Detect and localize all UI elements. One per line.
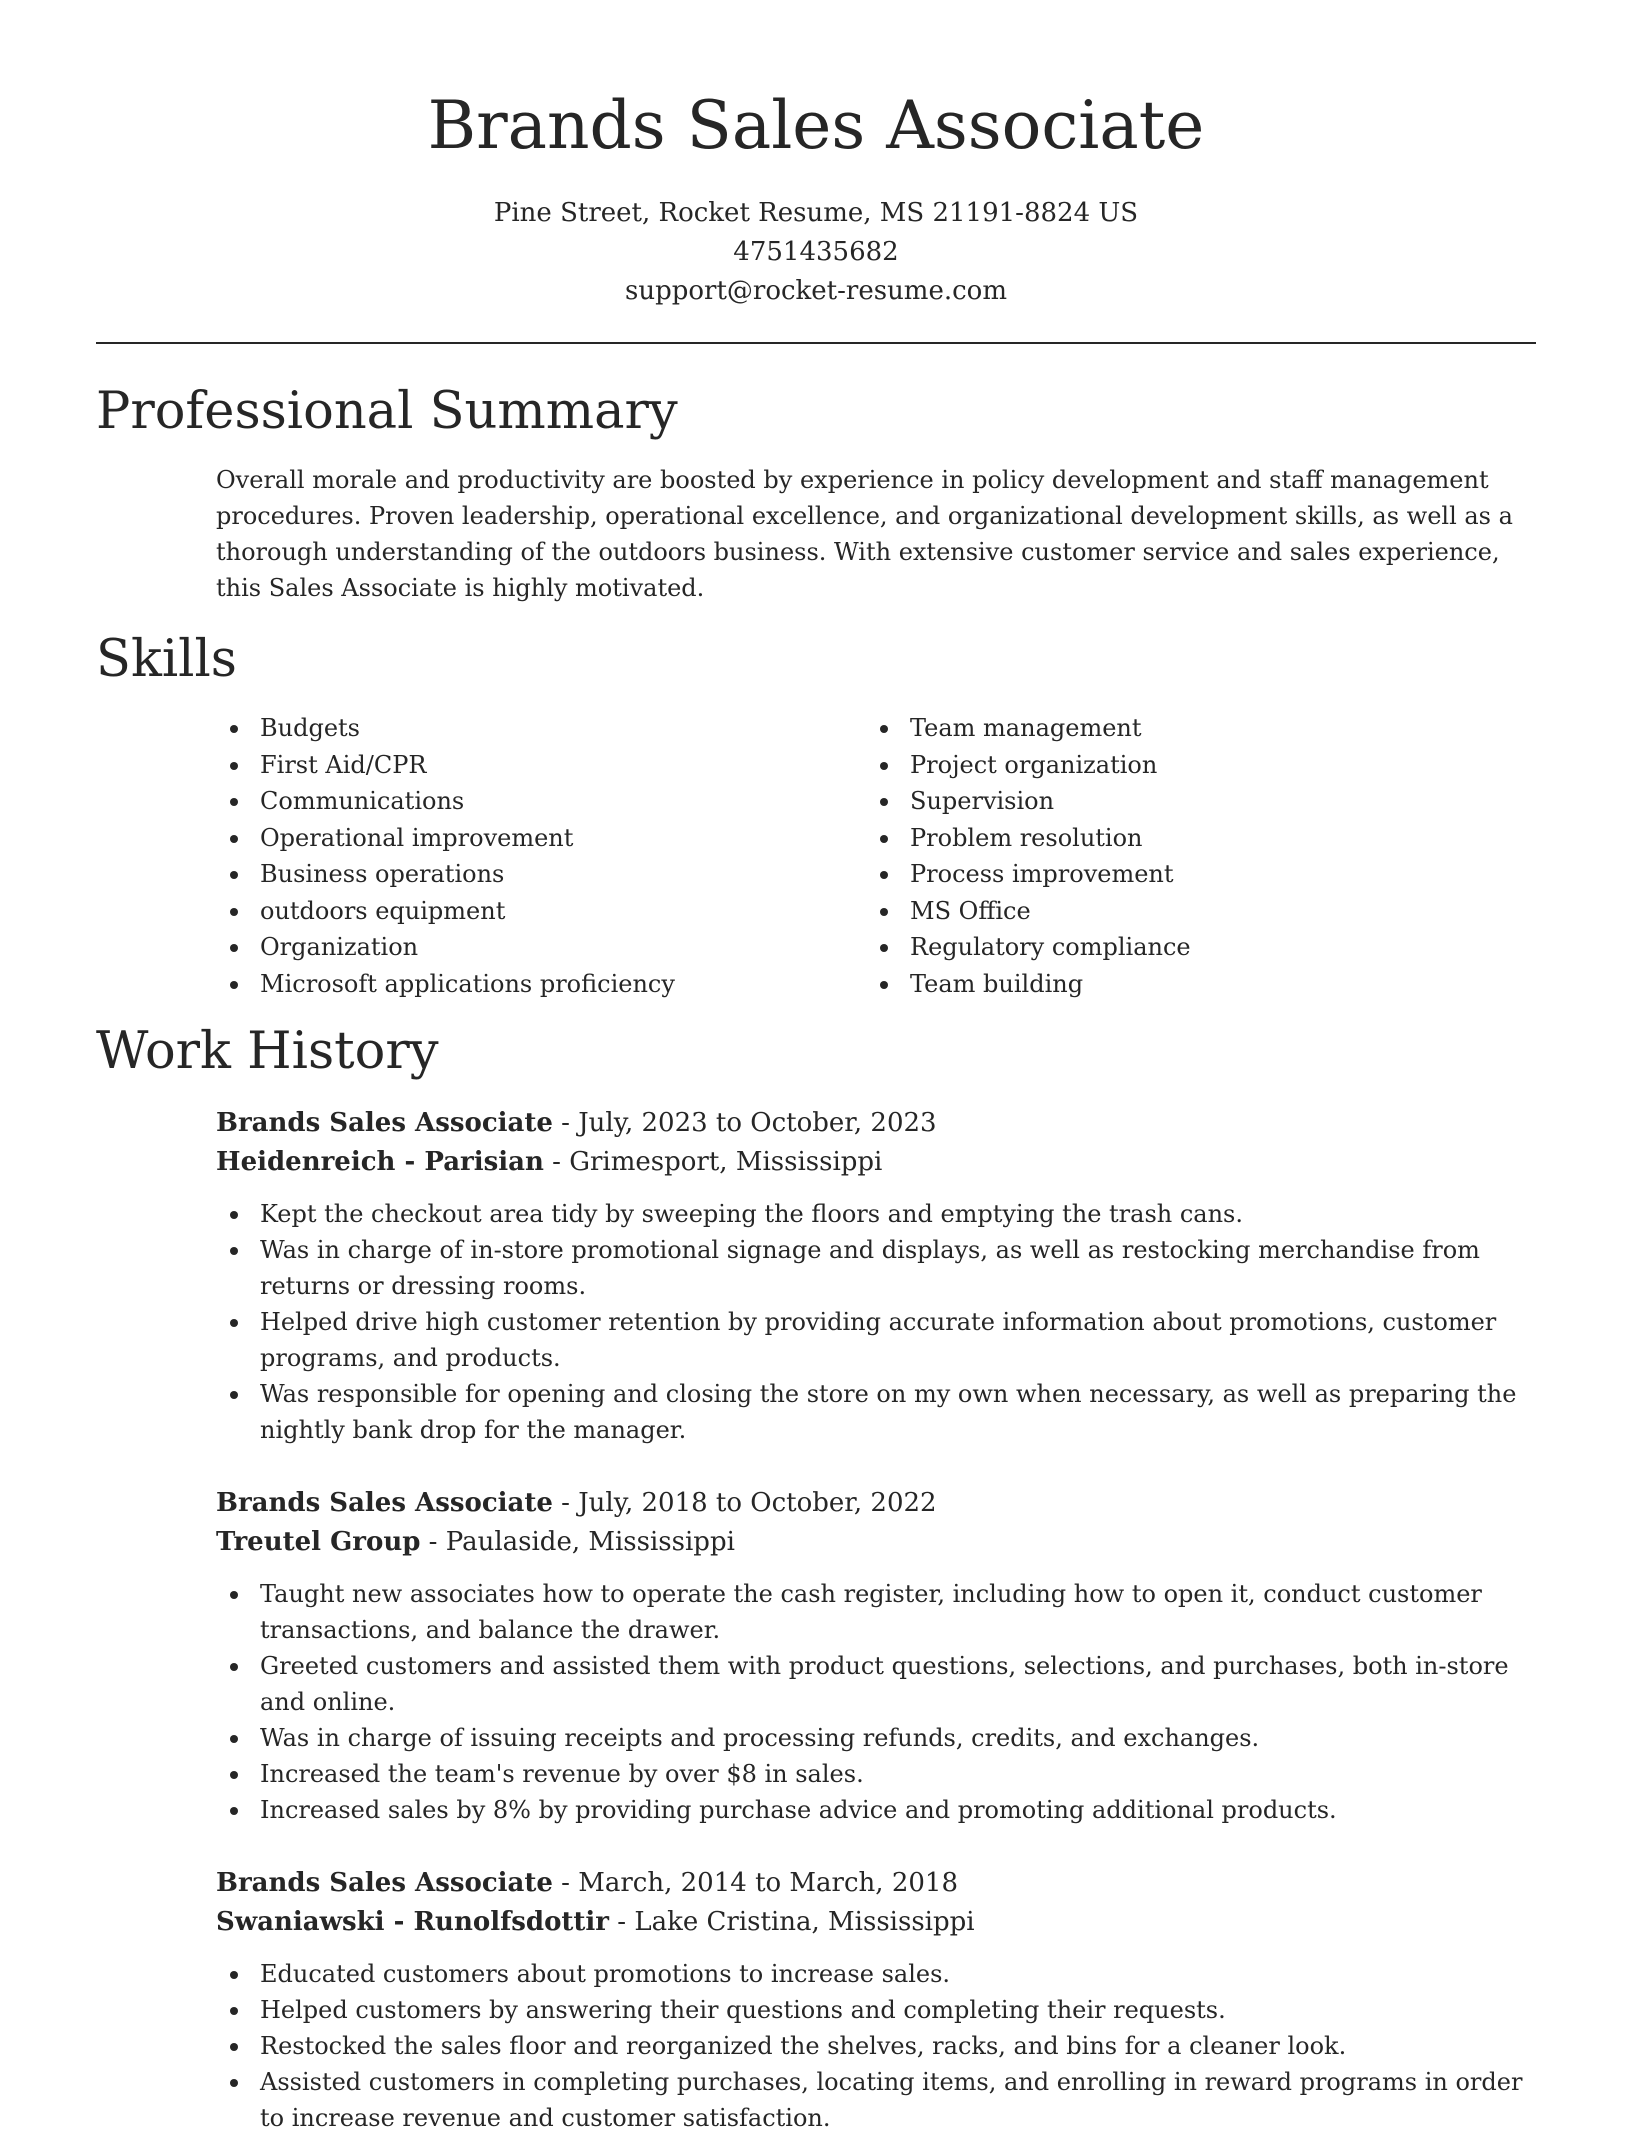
summary-heading: Professional Summary [96, 382, 678, 441]
skill-item: Budgets [216, 710, 836, 747]
job-duties [216, 1196, 1546, 1448]
skills-list-left [216, 710, 836, 1002]
job-company-line: Heidenreich - Parisian - Grimesport, Mississippi [216, 1147, 883, 1177]
skill-item: Regulatory compliance [866, 929, 1486, 966]
work-history-heading: Work History [96, 1022, 439, 1081]
duty-item: Helped drive high customer retention by providing accurate information about promotions, customer programs, and products. [216, 1304, 1546, 1376]
skill-item: Process improvement [866, 856, 1486, 893]
job-entry [216, 1104, 1546, 1448]
job-company: Swaniawski - Runolfsdottir [216, 1907, 610, 1937]
skill-item: Operational improvement [216, 820, 836, 857]
skill-item: Team building [866, 966, 1486, 1003]
duty-item: Restocked the sales floor and reorganized the shelves, racks, and bins for a cleaner look. [216, 2028, 1546, 2064]
header-divider [96, 342, 1536, 344]
skill-item: Organization [216, 929, 836, 966]
job-dates: July, 2023 to October, 2023 [578, 1108, 937, 1138]
duty-item: Greeted customers and assisted them with product questions, selections, and purchases, both in-store and online. [216, 1648, 1546, 1720]
skill-item: MS Office [866, 893, 1486, 930]
phone: 4751435682 [733, 237, 899, 267]
duty-item: Was in charge of issuing receipts and processing refunds, credits, and exchanges. [216, 1720, 1546, 1756]
job-location: Grimesport, Mississippi [569, 1147, 883, 1177]
job-dates: July, 2018 to October, 2022 [578, 1488, 937, 1518]
skill-item: Problem resolution [866, 820, 1486, 857]
duty-item: Assisted customers in completing purchases, locating items, and enrolling in reward programs in order to increase revenue and customer satisfaction. [216, 2064, 1546, 2136]
job-location: Lake Cristina, Mississippi [634, 1907, 975, 1937]
duty-item: Kept the checkout area tidy by sweeping the floors and emptying the trash cans. [216, 1196, 1546, 1232]
job-company: Treutel Group [216, 1527, 421, 1557]
duty-item: Increased the team's revenue by over $8 in sales. [216, 1756, 1546, 1792]
duty-item: Was in charge of in-store promotional signage and displays, as well as restocking merchandise from returns or dressing rooms. [216, 1232, 1546, 1304]
job-entry [216, 1864, 1546, 2136]
skill-item: Project organization [866, 747, 1486, 784]
duty-item: Was responsible for opening and closing the store on my own when necessary, as well as preparing the nightly bank drop for the manager. [216, 1376, 1546, 1448]
job-duties [216, 1956, 1546, 2136]
duty-item: Helped customers by answering their questions and completing their requests. [216, 1992, 1546, 2028]
skills-heading: Skills [96, 630, 237, 689]
job-location: Paulaside, Mississippi [445, 1527, 735, 1557]
job-title: Brands Sales Associate [216, 1488, 553, 1518]
skill-item: outdoors equipment [216, 893, 836, 930]
duty-item: Increased sales by 8% by providing purchase advice and promoting additional products. [216, 1792, 1546, 1828]
job-title: Brands Sales Associate [216, 1108, 553, 1138]
job-dates: March, 2014 to March, 2018 [578, 1868, 958, 1898]
job-duties [216, 1576, 1546, 1828]
address: Pine Street, Rocket Resume, MS 21191-8824 US [493, 198, 1139, 228]
skill-item: Supervision [866, 783, 1486, 820]
job-title-line: Brands Sales Associate - March, 2014 to March, 2018 [216, 1868, 958, 1898]
skill-item: Business operations [216, 856, 836, 893]
job-title-line: Brands Sales Associate - July, 2018 to October, 2022 [216, 1488, 937, 1518]
skill-item: Communications [216, 783, 836, 820]
skill-item: Microsoft applications proficiency [216, 966, 836, 1003]
skill-item: First Aid/CPR [216, 747, 836, 784]
job-title: Brands Sales Associate [216, 1868, 553, 1898]
job-entry [216, 1484, 1546, 1828]
email: support@rocket-resume.com [624, 276, 1007, 306]
job-company-line: Treutel Group - Paulaside, Mississippi [216, 1527, 735, 1557]
job-company: Heidenreich - Parisian [216, 1147, 544, 1177]
duty-item: Educated customers about promotions to increase sales. [216, 1956, 1546, 1992]
job-title-line: Brands Sales Associate - July, 2023 to October, 2023 [216, 1108, 937, 1138]
duty-item: Taught new associates how to operate the cash register, including how to open it, conduct customer transactions, and balance the drawer. [216, 1576, 1546, 1648]
skill-item: Team management [866, 710, 1486, 747]
job-company-line: Swaniawski - Runolfsdottir - Lake Cristina, Mississippi [216, 1907, 975, 1937]
contact-info [0, 194, 1632, 311]
skills-list-right [866, 710, 1486, 1002]
summary-text: Overall morale and productivity are boosted by experience in policy development and staff management procedures. Proven leadership, operational excellence, and organizational development skills, as well as a thorough understanding of the outdoors business. With extensive customer service and sales experience, this Sales Associate is highly motivated. [216, 466, 1513, 602]
candidate-name: Brands Sales Associate [427, 87, 1205, 164]
